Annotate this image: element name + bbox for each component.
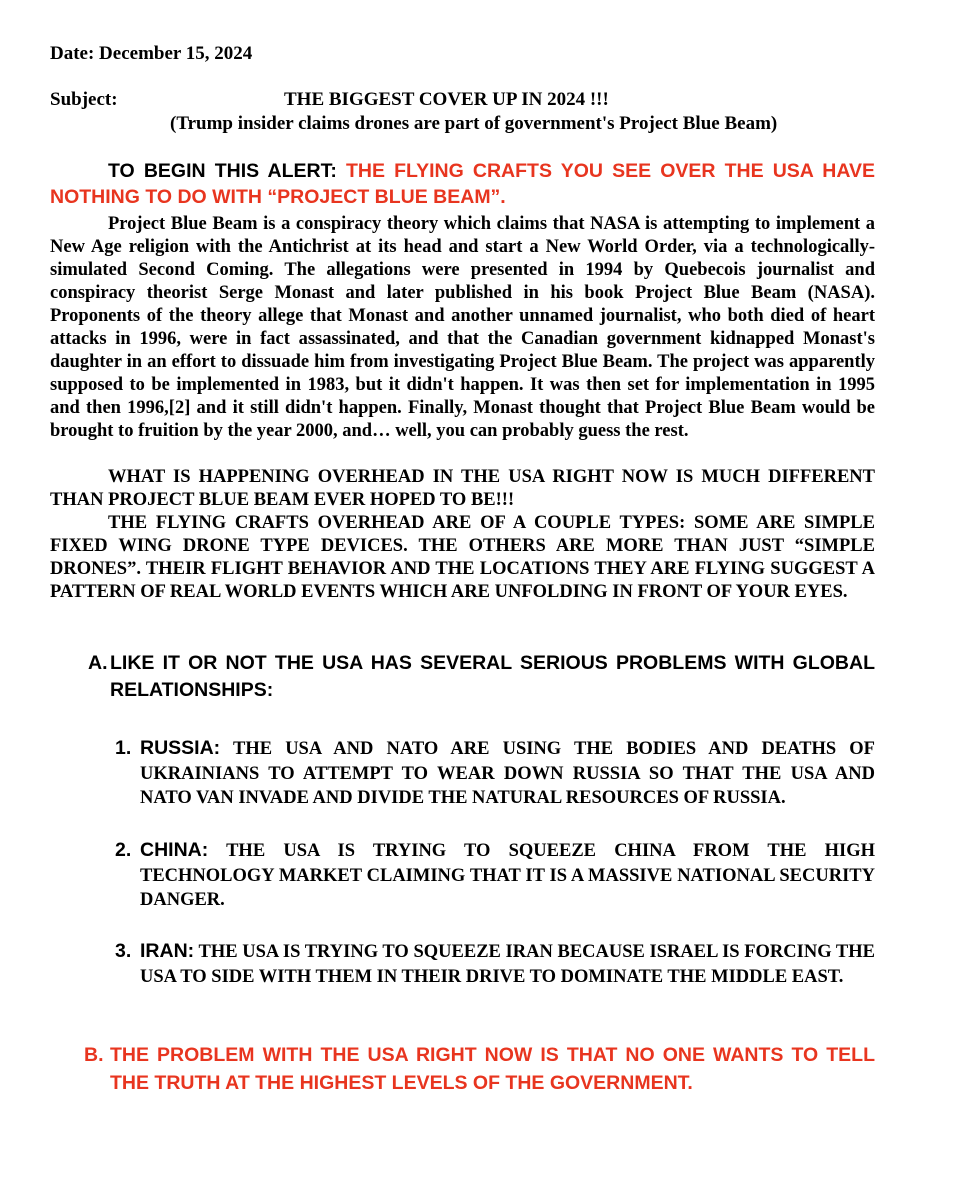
- alert-heading: [50, 158, 875, 210]
- paragraph-project-blue-beam: [50, 213, 875, 443]
- section-a-text: LIKE IT OR NOT THE USA HAS SEVERAL SERIOUS PROBLEMS WITH GLOBAL RELATIONSHIPS:: [110, 652, 875, 701]
- list-item-lead: CHINA:: [140, 839, 209, 861]
- subject-label: Subject:: [50, 89, 118, 110]
- list-item-number: 2.: [115, 839, 132, 861]
- paragraph-text: WHAT IS HAPPENING OVERHEAD IN THE USA RIGHT NOW IS MUCH DIFFERENT THAN PROJECT BLUE BEAM EVER HOPED TO BE!!!: [50, 467, 875, 510]
- document-date: Date: December 15, 2024: [50, 43, 253, 64]
- section-b: [84, 1041, 875, 1097]
- list-item-text: THE USA IS TRYING TO SQUEEZE CHINA FROM THE HIGH TECHNOLOGY MARKET CLAIMING THAT IT IS A MASSIVE NATIONAL SECURITY DANGER.: [140, 841, 875, 910]
- list-item-lead: IRAN:: [140, 940, 195, 962]
- paragraph-overhead: [50, 466, 875, 512]
- list-item-lead: RUSSIA:: [140, 737, 221, 759]
- list-item-number: 1.: [115, 737, 132, 759]
- list-item-iran: [115, 939, 875, 989]
- section-b-text: THE PROBLEM WITH THE USA RIGHT NOW IS THAT NO ONE WANTS TO TELL THE TRUTH AT THE HIGHEST LEVELS OF THE GOVERNMENT.: [110, 1044, 875, 1094]
- list-item-number: 3.: [115, 940, 132, 962]
- subject-subtitle: (Trump insider claims drones are part of government's Project Blue Beam): [170, 113, 778, 134]
- paragraph-text: Project Blue Beam is a conspiracy theory which claims that NASA is attempting to implement a New Age religion with the Antichrist at its head and start a New World Order, via a technologically-simulated Second Coming. The allegations were presented in 1994 by Quebecois journalist and conspiracy theorist Serge Monast and later published in his book Project Blue Beam (NASA). Proponents of the theory allege that Monast and another unnamed journalist, who both died of heart attacks in 1996, were in fact assassinated, and that the Canadian government kidnapped Monast's daughter in an effort to dissuade him from investigating Project Blue Beam. The project was apparently supposed to be implemented in 1983, but it didn't happen. It was then set for implementation in 1995 and then 1996,[2] and it still didn't happen. Finally, Monast thought that Project Blue Beam would be brought to fruition by the year 2000, and… well, you can probably guess the rest.: [50, 214, 875, 441]
- section-a: [88, 650, 875, 704]
- list-item-china: [115, 838, 875, 913]
- alert-lead: TO BEGIN THIS ALERT:: [108, 160, 346, 182]
- list-item-russia: [115, 736, 875, 811]
- section-b-marker: B.: [84, 1044, 104, 1066]
- alert-highlight: THE FLYING CRAFTS YOU SEE OVER THE USA HAVE NOTHING TO DO WITH “PROJECT BLUE BEAM”.: [50, 160, 875, 208]
- list-item-text: THE USA AND NATO ARE USING THE BODIES AND DEATHS OF UKRAINIANS TO ATTEMPT TO WEAR DOWN RUSSIA SO THAT THE USA AND NATO VAN INVADE AND DIVIDE THE NATURAL RESOURCES OF RUSSIA.: [140, 739, 875, 808]
- paragraph-text: THE FLYING CRAFTS OVERHEAD ARE OF A COUPLE TYPES: SOME ARE SIMPLE FIXED WING DRONE TYPE DEVICES. THE OTHERS ARE MORE THAN JUST “SIMPLE DRONES”. THEIR FLIGHT BEHAVIOR AND THE LOCATIONS THEY ARE FLYING SUGGEST A PATTERN OF REAL WORLD EVENTS WHICH ARE UNFOLDING IN FRONT OF YOUR EYES.: [50, 513, 875, 602]
- list-item-text: THE USA IS TRYING TO SQUEEZE IRAN BECAUSE ISRAEL IS FORCING THE USA TO SIDE WITH THEM IN THEIR DRIVE TO DOMINATE THE MIDDLE EAST.: [140, 942, 875, 987]
- section-a-marker: A.: [88, 652, 108, 674]
- subject-title: THE BIGGEST COVER UP IN 2024 !!!: [284, 89, 609, 110]
- paragraph-flying-crafts: [50, 512, 875, 604]
